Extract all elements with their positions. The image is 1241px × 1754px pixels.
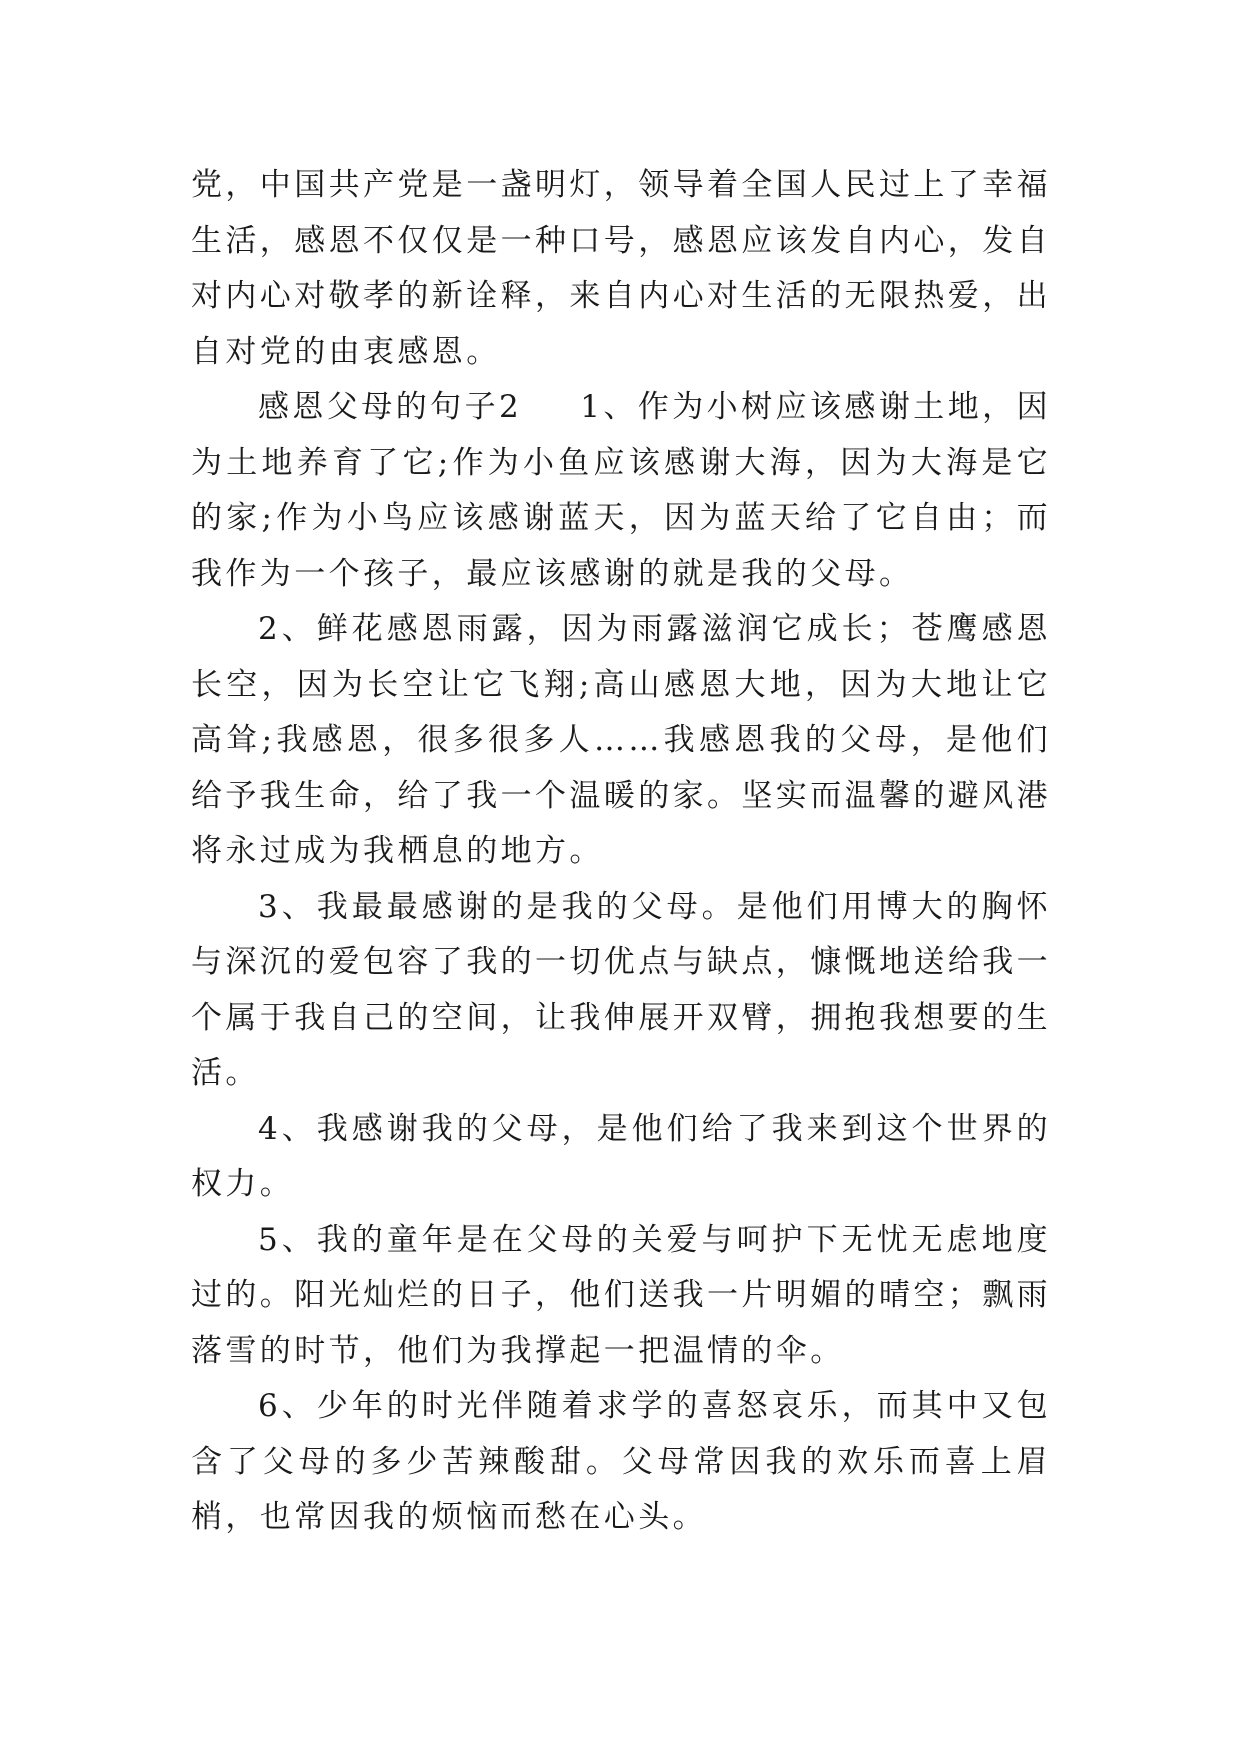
paragraph-text: 6、少年的时光伴随着求学的喜怒哀乐，而其中又包含了父母的多少苦辣酸甜。父母常因我的欢乐而喜上眉梢，也常因我的烦恼而愁在心头。 — [191, 1388, 1051, 1535]
paragraph-text: 党，中国共产党是一盏明灯，领导着全国人民过上了幸福生活，感恩不仅仅是一种口号，感恩应该发自内心，发自对内心对敬孝的新诠释，来自内心对生活的无限热爱，出自对党的由衷感恩。 — [191, 167, 1051, 370]
paragraph-text: 1、作为小树应该感谢土地，因为土地养育了它;作为小鱼应该感谢大海，因为大海是它的家;作为小鸟应该感谢蓝天，因为蓝天给了它自由；而我作为一个孩子，最应该感谢的就是我的父母。 — [191, 389, 1051, 592]
paragraph-text: 2、鲜花感恩雨露，因为雨露滋润它成长；苍鹰感恩长空，因为长空让它飞翔;高山感恩大地，因为大地让它高耸;我感恩，很多很多人……我感恩我的父母，是他们给予我生命，给了我一个温暖的家。坚实而温馨的避风港将永过成为我栖息的地方。 — [191, 611, 1051, 869]
paragraph-text: 5、我的童年是在父母的关爱与呵护下无忧无虑地度过的。阳光灿烂的日子，他们送我一片明媚的晴空；飘雨落雪的时节，他们为我撑起一把温情的伞。 — [191, 1221, 1051, 1369]
paragraph-item-5 — [191, 1213, 1051, 1380]
document-page — [191, 158, 1051, 1546]
paragraph-text: 3、我最最感谢的是我的父母。是他们用博大的胸怀与深沉的爱包容了我的一切优点与缺点，慷慨地送给我一个属于我自己的空间，让我伸展开双臂，拥抱我想要的生活。 — [191, 888, 1051, 1091]
section-heading: 感恩父母的句子2 — [258, 389, 523, 425]
paragraph-section-heading — [191, 380, 1051, 602]
paragraph-item-6 — [191, 1379, 1051, 1546]
paragraph-item-4 — [191, 1102, 1051, 1213]
paragraph-item-3 — [191, 880, 1051, 1102]
paragraph-item-2 — [191, 602, 1051, 880]
paragraph-text: 4、我感谢我的父母，是他们给了我来到这个世界的权力。 — [191, 1110, 1051, 1202]
paragraph-continuation — [191, 158, 1051, 380]
